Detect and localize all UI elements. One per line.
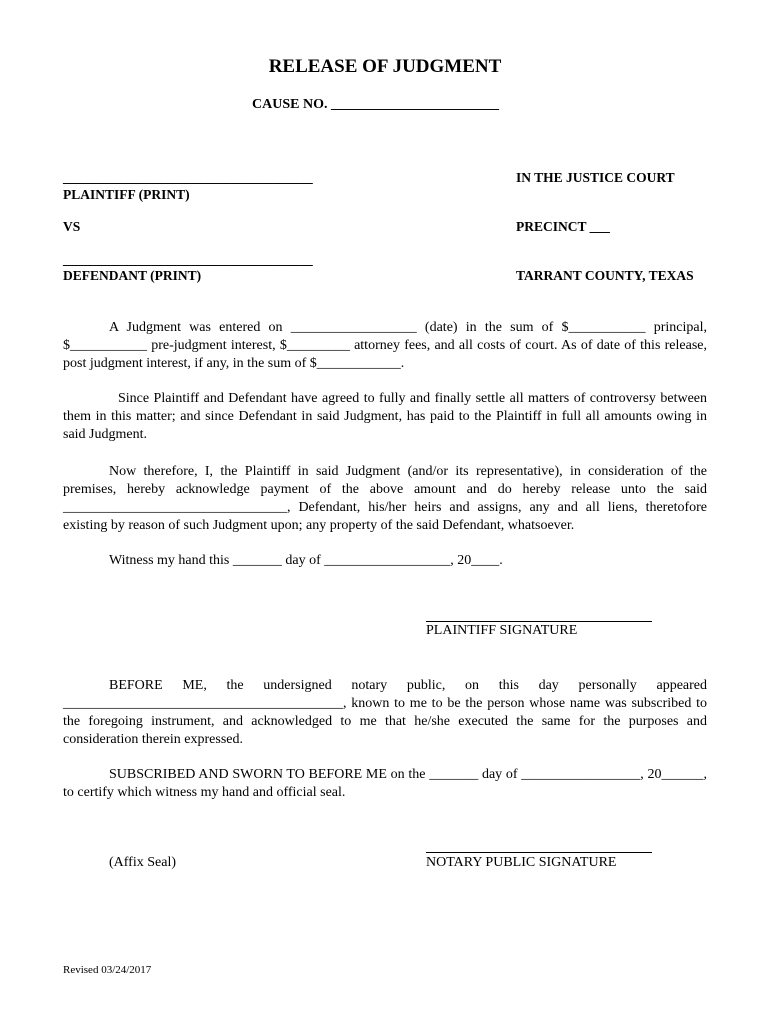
plaintiff-label: PLAINTIFF (PRINT) xyxy=(63,187,190,202)
settlement-paragraph: Since Plaintiff and Defendant have agreed to fully and finally settle all matters of controversy between them in this matter; and since Defendant in said Judgment, has paid to the Plaintiff in full all amounts owing in said Judgment. xyxy=(63,391,707,442)
sworn-paragraph: SUBSCRIBED AND SWORN TO BEFORE ME on the _______ day of _________________, 20______, to certify which witness my hand and official seal. xyxy=(63,767,707,800)
notary-paragraph: BEFORE ME, the undersigned notary public, on this day personally appeared ________________________________________, known to me to be the person whose name was subscribed to the foregoing instrument, and acknowledged to me that he/she executed the same for the purposes and consideration therein expressed. xyxy=(63,678,707,747)
witness-paragraph: Witness my hand this _______ day of __________________, 20____. xyxy=(109,553,503,568)
affix-seal-label: (Affix Seal) xyxy=(109,855,176,870)
release-paragraph: Now therefore, I, the Plaintiff in said Judgment (and/or its representative), in consideration of the premises, hereby acknowledge payment of the above amount and do hereby release unto the said ________________________________, Defendant, his/her heirs and assigns, any and all liens, theretofore existing by reason of such Judgment upon; any property of the said Defendant, whatsoever. xyxy=(63,464,707,533)
defendant-label: DEFENDANT (PRINT) xyxy=(63,268,202,283)
document-title: RELEASE OF JUDGMENT xyxy=(268,56,502,77)
plaintiff-blank-line: _____________________________________ xyxy=(63,170,313,185)
judgment-paragraph: A Judgment was entered on __________________ (date) in the sum of $___________ principal, $___________ pre-judgment interest, $_________ attorney fees, and all costs of court. As of date of this release, post judgment interest, if any, in the sum of $____________. xyxy=(63,320,707,371)
revision-date: Revised 03/24/2017 xyxy=(63,964,152,976)
county-label: TARRANT COUNTY, TEXAS xyxy=(516,268,694,283)
notary-signature-label: NOTARY PUBLIC SIGNATURE xyxy=(426,855,617,870)
notary-signature-line xyxy=(426,852,652,853)
precinct-label: PRECINCT ___ xyxy=(516,219,610,234)
plaintiff-signature-label: PLAINTIFF SIGNATURE xyxy=(426,623,578,638)
plaintiff-signature-line xyxy=(426,621,652,622)
defendant-blank-line: _____________________________________ xyxy=(63,252,313,267)
versus-label: VS xyxy=(63,219,81,234)
court-label: IN THE JUSTICE COURT xyxy=(516,170,675,185)
cause-number: CAUSE NO. ________________________ xyxy=(252,97,499,112)
